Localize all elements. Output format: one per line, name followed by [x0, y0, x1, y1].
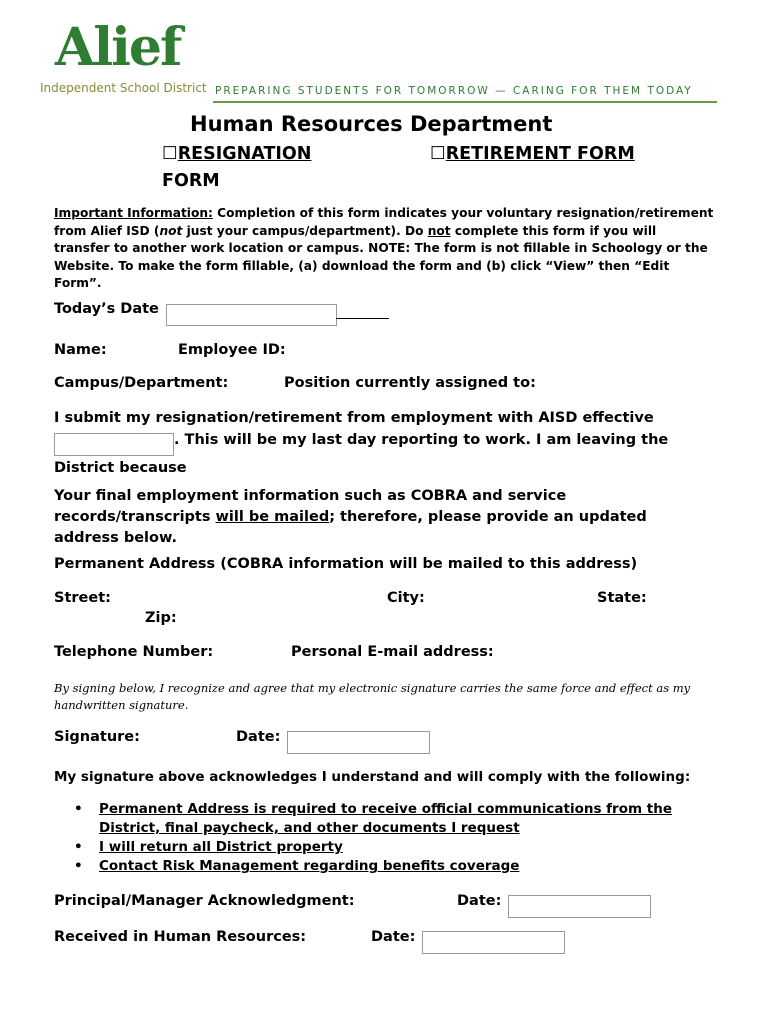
- list-item: • I will return all District property: [74, 839, 343, 855]
- submit-line-3: District because: [54, 460, 187, 476]
- campus-label: Campus/Department:: [54, 375, 229, 391]
- city-label: City:: [387, 590, 425, 606]
- todays-date-label: Today’s Date: [54, 301, 159, 317]
- hr-date-input[interactable]: [422, 931, 565, 954]
- principal-date-label: Date:: [457, 893, 502, 909]
- signature-date-input[interactable]: [287, 731, 430, 754]
- permanent-address-heading: Permanent Address (COBRA information will be mailed to this address): [54, 556, 638, 572]
- list-item: • Contact Risk Management regarding benefits coverage: [74, 858, 520, 874]
- page-title: Human Resources Department: [190, 112, 553, 136]
- resignation-option[interactable]: [162, 144, 311, 164]
- logo-subtitle: Independent School District: [40, 81, 207, 95]
- signature-date-label: Date:: [236, 729, 281, 745]
- name-label: Name:: [54, 342, 107, 358]
- hr-date-label: Date:: [371, 929, 416, 945]
- date-underline: [336, 318, 389, 319]
- mail-notice: Your final employment information such as COBRA and service records/transcripts will be mailed; therefore, please provide an updated address below.: [54, 488, 647, 546]
- zip-label: Zip:: [145, 610, 177, 626]
- retirement-label: RETIREMENT FORM: [445, 144, 635, 164]
- tagline-divider: [213, 101, 717, 103]
- resignation-label: RESIGNATION: [177, 144, 312, 164]
- acknowledgment-list: [54, 800, 704, 876]
- effective-date-input[interactable]: [54, 433, 174, 456]
- resignation-label-form: FORM: [162, 171, 220, 191]
- todays-date-input[interactable]: [166, 304, 337, 326]
- principal-date-input[interactable]: [508, 895, 651, 918]
- state-label: State:: [597, 590, 647, 606]
- resignation-checkbox[interactable]: ☐: [162, 144, 178, 164]
- tagline: PREPARING STUDENTS FOR TOMORROW — CARING FOR THEM TODAY: [215, 85, 693, 97]
- position-label: Position currently assigned to:: [284, 375, 536, 391]
- employee-id-label: Employee ID:: [178, 342, 286, 358]
- important-information: Important Information: Completion of this form indicates your voluntary resignation/retirement from Alief ISD (not just your campus/department). Do not complete this form if you will transfer to another work location or campus. NOTE: The form is not fillable in Schoology or the Website. To make the form fillable, (a) download the form and (b) click “View” then “Edit Form”.: [54, 206, 714, 290]
- retirement-checkbox[interactable]: ☐: [430, 144, 446, 164]
- alief-logo: Alief: [55, 17, 181, 78]
- hr-received-label: Received in Human Resources:: [54, 929, 307, 945]
- principal-ack-label: Principal/Manager Acknowledgment:: [54, 893, 355, 909]
- street-label: Street:: [54, 590, 111, 606]
- email-label: Personal E-mail address:: [291, 644, 494, 660]
- signature-label: Signature:: [54, 729, 140, 745]
- esignature-notice: By signing below, I recognize and agree that my electronic signature carries the same force and effect as my handwritten signature.: [54, 681, 691, 712]
- list-item: • Permanent Address is required to receive official communications from the District, final paycheck, and other documents I request: [74, 801, 672, 836]
- submit-line-2: . This will be my last day reporting to work. I am leaving the: [174, 432, 669, 448]
- retirement-option[interactable]: [430, 144, 635, 164]
- submit-line-1: I submit my resignation/retirement from employment with AISD effective: [54, 410, 654, 426]
- important-label: Important Information:: [54, 206, 213, 220]
- telephone-label: Telephone Number:: [54, 644, 214, 660]
- acknowledgment-intro: My signature above acknowledges I understand and will comply with the following:: [54, 769, 691, 785]
